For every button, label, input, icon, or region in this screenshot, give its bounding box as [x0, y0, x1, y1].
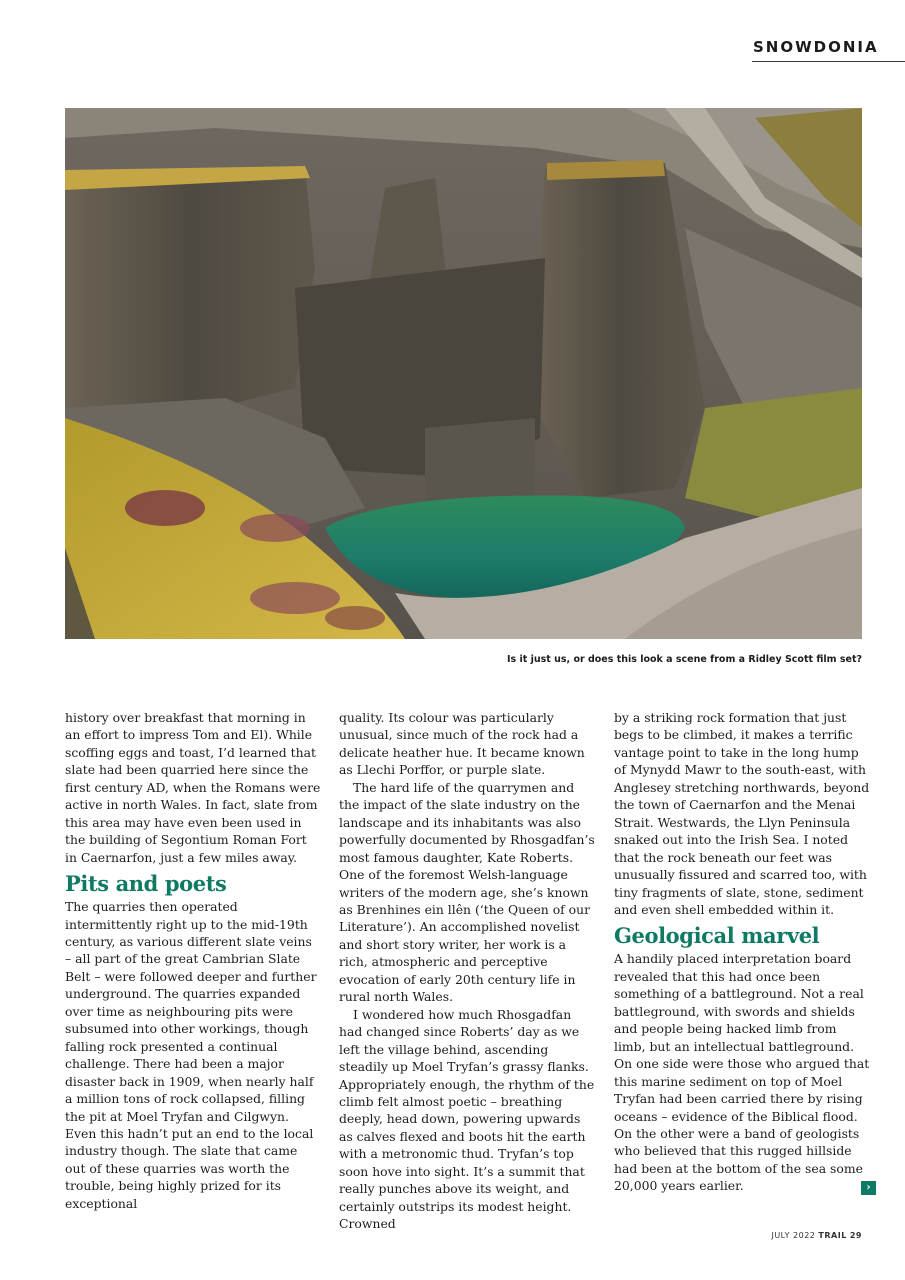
paragraph: A handily placed interpretation board revealed that this had once been something of a battleground. Not a real battleground, with swords and shields and people being hacked limb from limb, but an intellectual battleground. On one side were those who argued that this marine sediment on top of Moel Tryfan had been carried there by rising oceans – evidence of the Biblical flood. On the other were a band of geologists who believed that this rugged hillside had been at the bottom of the sea some 20,000 years earlier.: [614, 951, 870, 1194]
article-column-2: [339, 709, 595, 1233]
magazine-name: TRAIL: [818, 1231, 847, 1240]
quarry-photo: [65, 108, 862, 639]
paragraph: by a striking rock formation that just begs to be climbed, it makes a terrific vantage point to take in the long hump of Mynydd Mawr to the south-east, with Anglesey stretching northwards, beyond the town of Caernarfon and the Menai Strait. Westwards, the Llyn Peninsula snaked out into the Irish Sea. I noted that the rock beneath our feet was unusually fissured and scarred too, with tiny fragments of slate, stone, sediment and even shell embedded within it.: [614, 710, 870, 917]
issue-date: JULY 2022: [771, 1231, 816, 1240]
subheading-pits-and-poets: Pits and poets: [65, 871, 227, 897]
paragraph: The hard life of the quarrymen and the impact of the slate industry on the landscape and its inhabitants was also powerfully documented by Rhosgadfan’s most famous daughter, Kate Roberts. One of the foremost Welsh-language writers of the modern age, she’s known as Brenhines ein llên (‘the Queen of our Literature’). An accomplished novelist and short story writer, her work is a rich, atmospheric and perceptive evocation of early 20th century life in rural north Wales.: [339, 779, 595, 1005]
paragraph: The quarries then operated intermittently right up to the mid-19th century, as various different slate veins – all part of the great Cambrian Slate Belt – were followed deeper and further underground. The quarries expanded over time as neighbouring pits were subsumed into other workings, though falling rock presented a continual challenge. There had been a major disaster back in 1909, when nearly half a million tons of rock collapsed, filling the pit at Moel Tryfan and Cilgwyn. Even this hadn’t put an end to the local industry though. The slate that came out of these quarries was worth the trouble, being highly prized for its exceptional: [65, 899, 317, 1211]
subheading-geological-marvel: Geological marvel: [614, 923, 820, 949]
paragraph: I wondered how much Rhosgadfan had changed since Roberts’ day as we left the village behind, ascending steadily up Moel Tryfan’s grassy flanks. Appropriately enough, the rhythm of the climb felt almost poetic – breathing deeply, head down, powering upwards as calves flexed and boots hit the earth with a metronomic thud. Tryfan’s top soon hove into sight. It’s a summit that really punches above its weight, and certainly outstrips its modest height. Crowned: [339, 1006, 595, 1232]
continue-arrow-icon: ›: [861, 1181, 876, 1195]
section-rule: [752, 61, 905, 62]
article-column-3: [614, 709, 870, 1195]
paragraph: history over breakfast that morning in an effort to impress Tom and El). While scoffing eggs and toast, I’d learned that slate had been quarried here since the first century AD, when the Romans were active in north Wales. In fact, slate from this area may have even been used in the building of Segontium Roman Fort in Caernarfon, just a few miles away.: [65, 710, 321, 865]
page-number: 29: [849, 1231, 862, 1240]
quarry-illustration: [65, 108, 862, 639]
paragraph: quality. Its colour was particularly unusual, since much of the rock had a delicate heather hue. It became known as Llechi Porffor, or purple slate.: [339, 710, 585, 778]
article-column-1: [65, 709, 321, 1212]
page-footer: [771, 1231, 862, 1240]
section-tag: SNOWDONIA: [753, 38, 879, 56]
photo-caption: Is it just us, or does this look a scene from a Ridley Scott film set?: [506, 654, 862, 665]
